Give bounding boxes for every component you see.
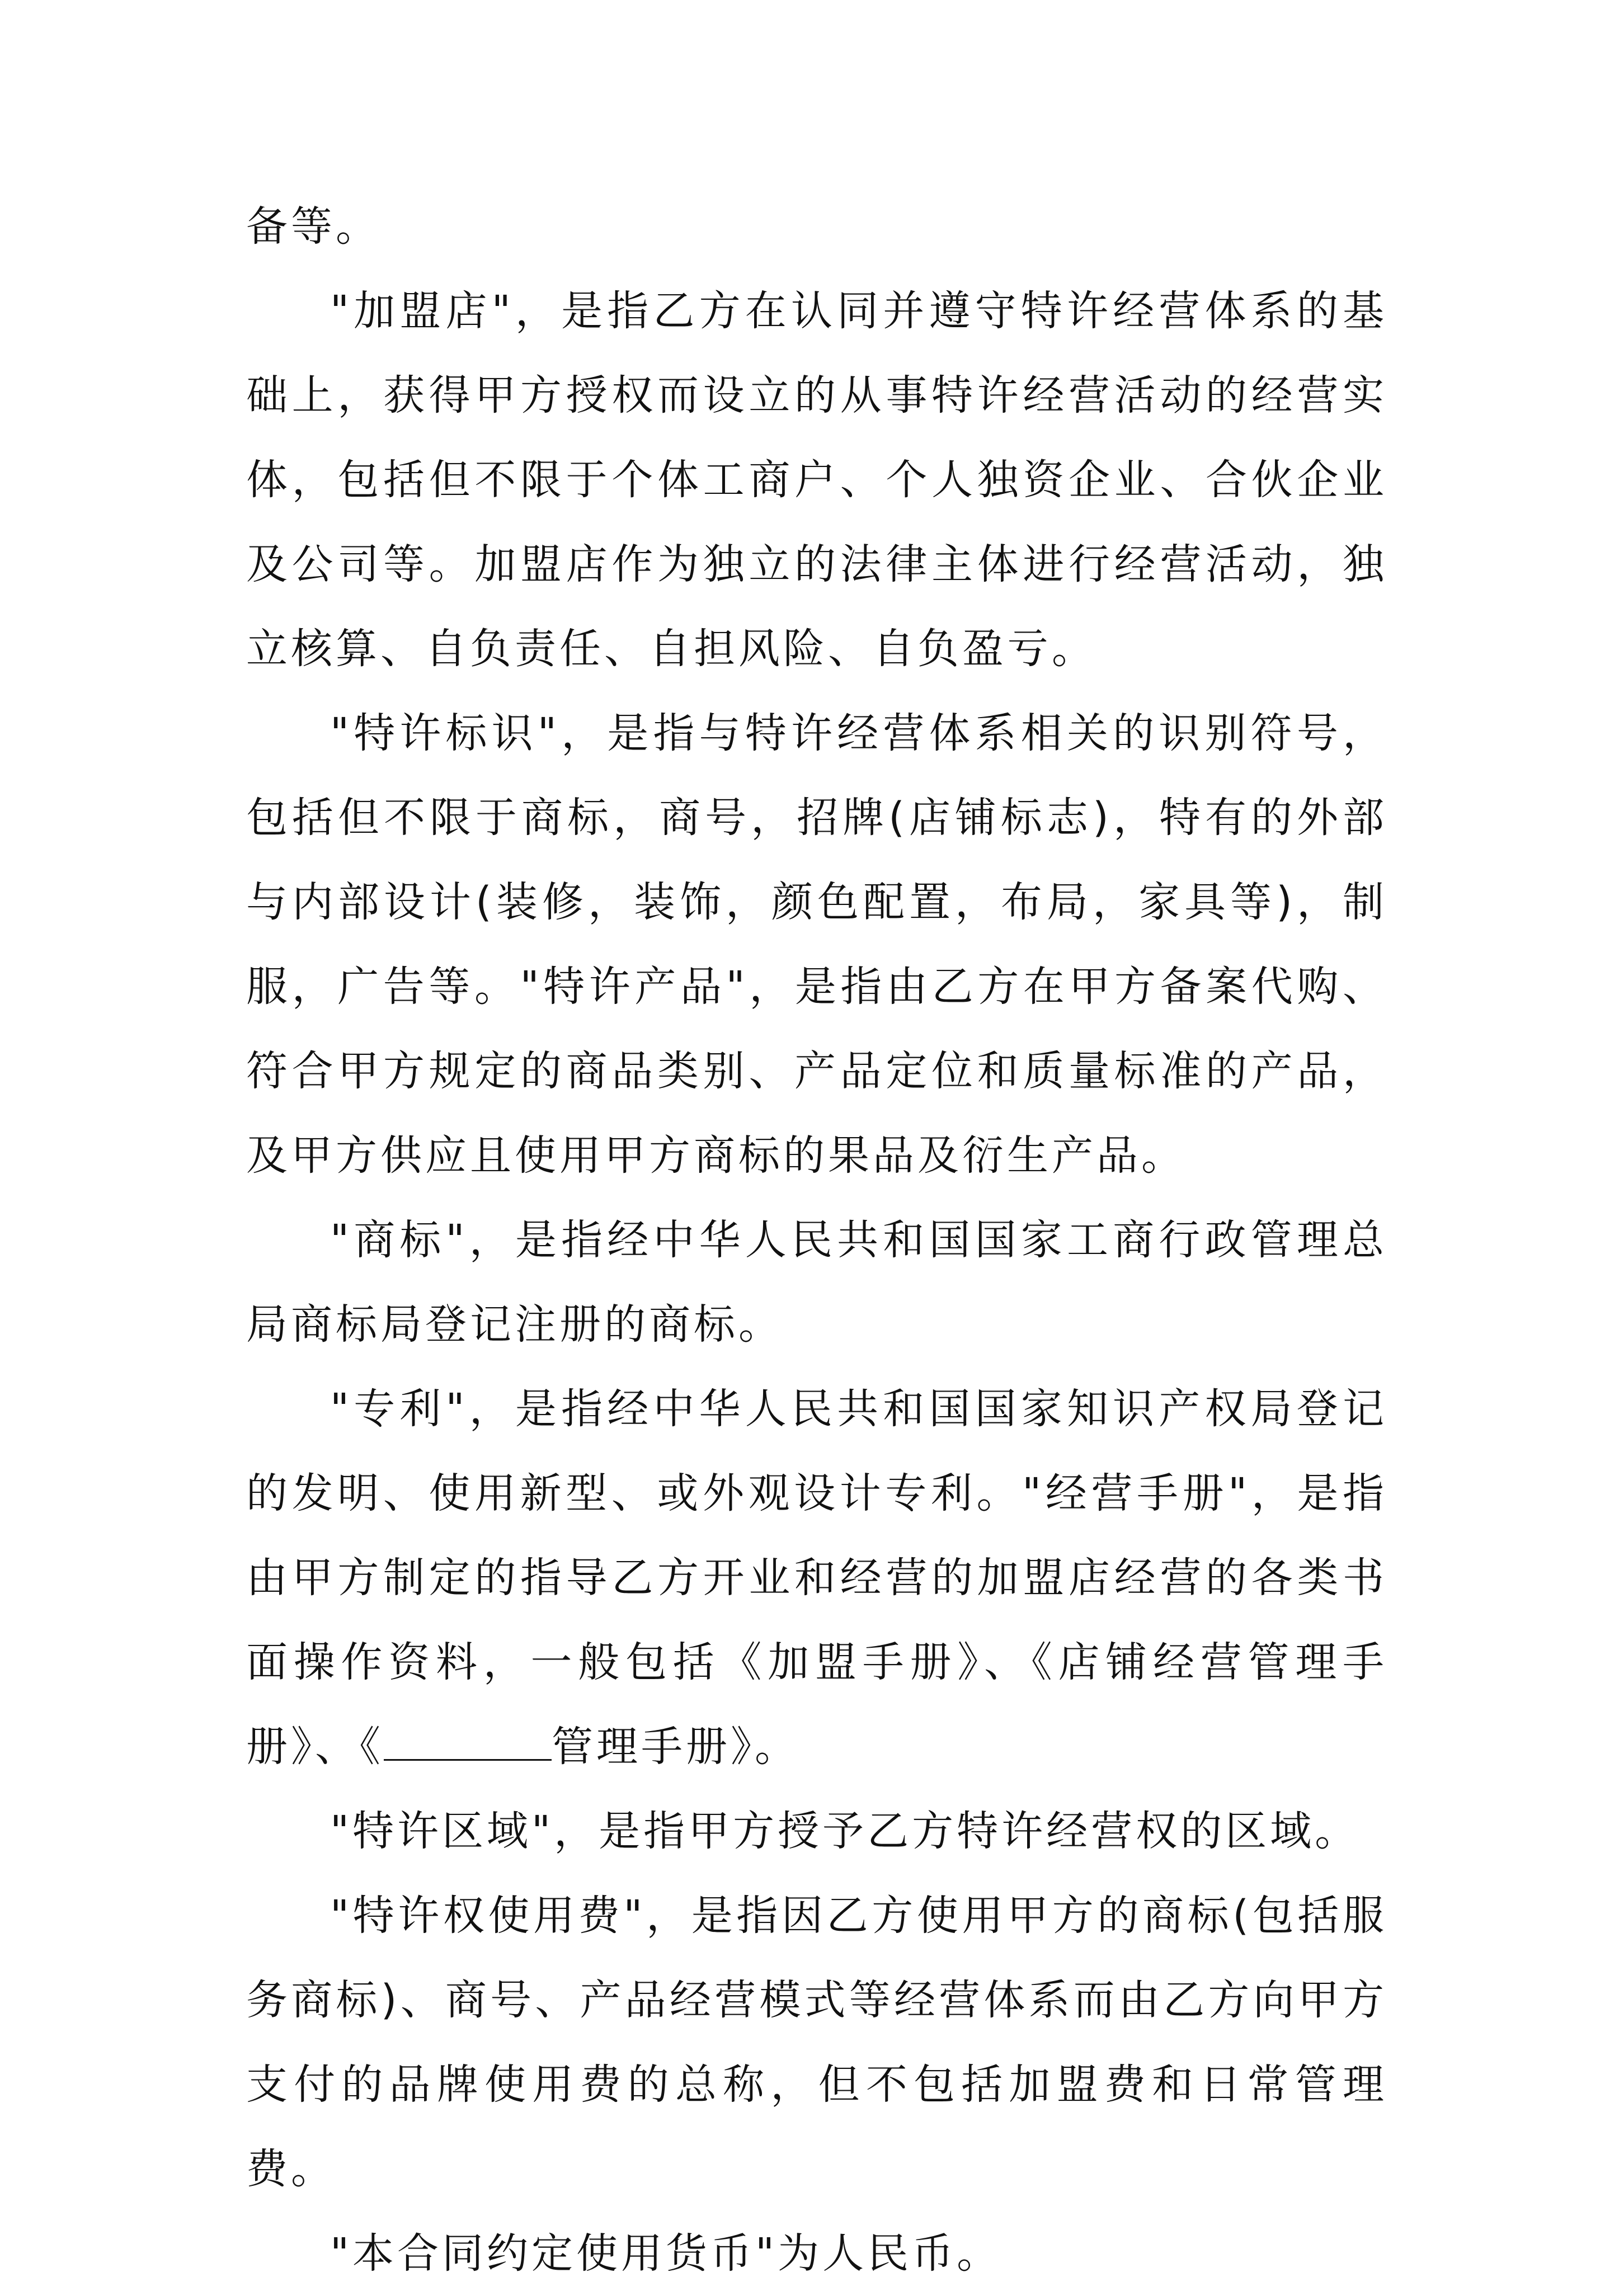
paragraph-trademark: "商标"，是指经中华人民共和国国家工商行政管理总局商标局登记注册的商标。 (246, 1216, 1387, 1349)
paragraph-continuation: 备等。 (246, 202, 380, 251)
paragraph-franchise-store: "加盟店"，是指乙方在认同并遵守特许经营体系的基础上，获得甲方授权而设立的从事特许经营活动的经营实体，包括但不限于个体工商户、个人独资企业、合伙企业及公司等。加盟店作为独立的法律主体进行经营活动，独立核算、自负责任、自担风险、自负盈亏。 (246, 287, 1387, 673)
paragraph-royalty-fee: "特许权使用费"，是指因乙方使用甲方的商标(包括服务商标)、商号、产品经营模式等经营体系而由乙方向甲方支付的品牌使用费的总称，但不包括加盟费和日常管理费。 (246, 1892, 1387, 2193)
paragraph-patent-text-end: 管理手册》。 (552, 1723, 799, 1771)
paragraph-franchise-identity: "特许标识"，是指与特许经营体系相关的识别符号，包括但不限于商标，商号，招牌(店铺标志)，特有的外部与内部设计(装修，装饰，颜色配置，布局，家具等)，制服，广告等。"特许产品"，是指由乙方在甲方备案代购、符合甲方规定的商品类别、产品定位和质量标准的产品，及甲方供应且使用甲方商标的果品及衍生产品。 (246, 709, 1387, 1180)
document-body (246, 185, 1387, 2296)
paragraph-franchise-area: "特许区域"，是指甲方授予乙方特许经营权的区域。 (330, 1807, 1360, 1855)
paragraph-patent-text: "专利"，是指经中华人民共和国国家知识产权局登记的发明、使用新型、或外观设计专利。"经营手册"，是指由甲方制定的指导乙方开业和经营的加盟店经营的各类书面操作资料，一般包括《加盟手册》、《店铺经营管理手册》、《 (246, 1385, 1387, 1771)
paragraph-currency: "本合同约定使用货币"为人民币。 (330, 2229, 1002, 2278)
blank-fill-line (384, 1725, 552, 1761)
paragraph-patent (246, 1367, 1387, 1789)
